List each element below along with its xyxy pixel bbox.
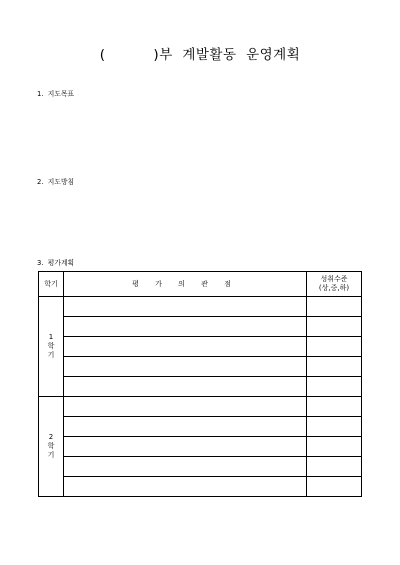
table-row [39,397,362,417]
term-number: 1 [48,333,54,341]
header-level-line1: 성취수준 [320,275,348,283]
table-row [39,357,362,377]
level-cell[interactable] [307,357,362,377]
viewpoint-cell[interactable] [64,417,307,437]
section-heading-evaluation-plan: 3. 평가계획 [37,259,75,267]
viewpoint-cell[interactable] [64,437,307,457]
level-cell[interactable] [307,337,362,357]
viewpoint-cell[interactable] [64,397,307,417]
page-title: ( )부 계발활동 운영계획 [99,47,301,63]
term-char: 학 [47,442,55,450]
header-term: 학기 [39,272,64,297]
term-char: 기 [47,451,55,459]
viewpoint-cell[interactable] [64,477,307,497]
term-char: 기 [47,351,55,359]
viewpoint-cell[interactable] [64,457,307,477]
table-row [39,297,362,317]
evaluation-plan-table [38,271,362,497]
level-cell[interactable] [307,297,362,317]
table-row [39,457,362,477]
term-number: 2 [48,433,54,441]
level-cell[interactable] [307,397,362,417]
table-row [39,417,362,437]
level-cell[interactable] [307,457,362,477]
viewpoint-cell[interactable] [64,357,307,377]
table-row [39,317,362,337]
level-cell[interactable] [307,317,362,337]
level-cell[interactable] [307,377,362,397]
table-row [39,477,362,497]
header-level-line2: (상,중,하) [318,284,350,292]
term-cell-2 [39,397,64,497]
table-header-row [39,272,362,297]
viewpoint-cell[interactable] [64,317,307,337]
table-row [39,437,362,457]
header-viewpoint [64,272,307,297]
table-row [39,337,362,357]
header-viewpoint-label: 평 가 의 관 점 [132,280,238,288]
viewpoint-cell[interactable] [64,337,307,357]
table-row [39,377,362,397]
viewpoint-cell[interactable] [64,377,307,397]
level-cell[interactable] [307,437,362,457]
level-cell[interactable] [307,477,362,497]
term-cell-1 [39,297,64,397]
section-heading-guidance-goals: 1. 지도목표 [37,90,75,98]
level-cell[interactable] [307,417,362,437]
viewpoint-cell[interactable] [64,297,307,317]
section-heading-guidance-policy: 2. 지도방침 [37,178,75,186]
header-achievement-level [307,272,362,297]
term-char: 학 [47,342,55,350]
